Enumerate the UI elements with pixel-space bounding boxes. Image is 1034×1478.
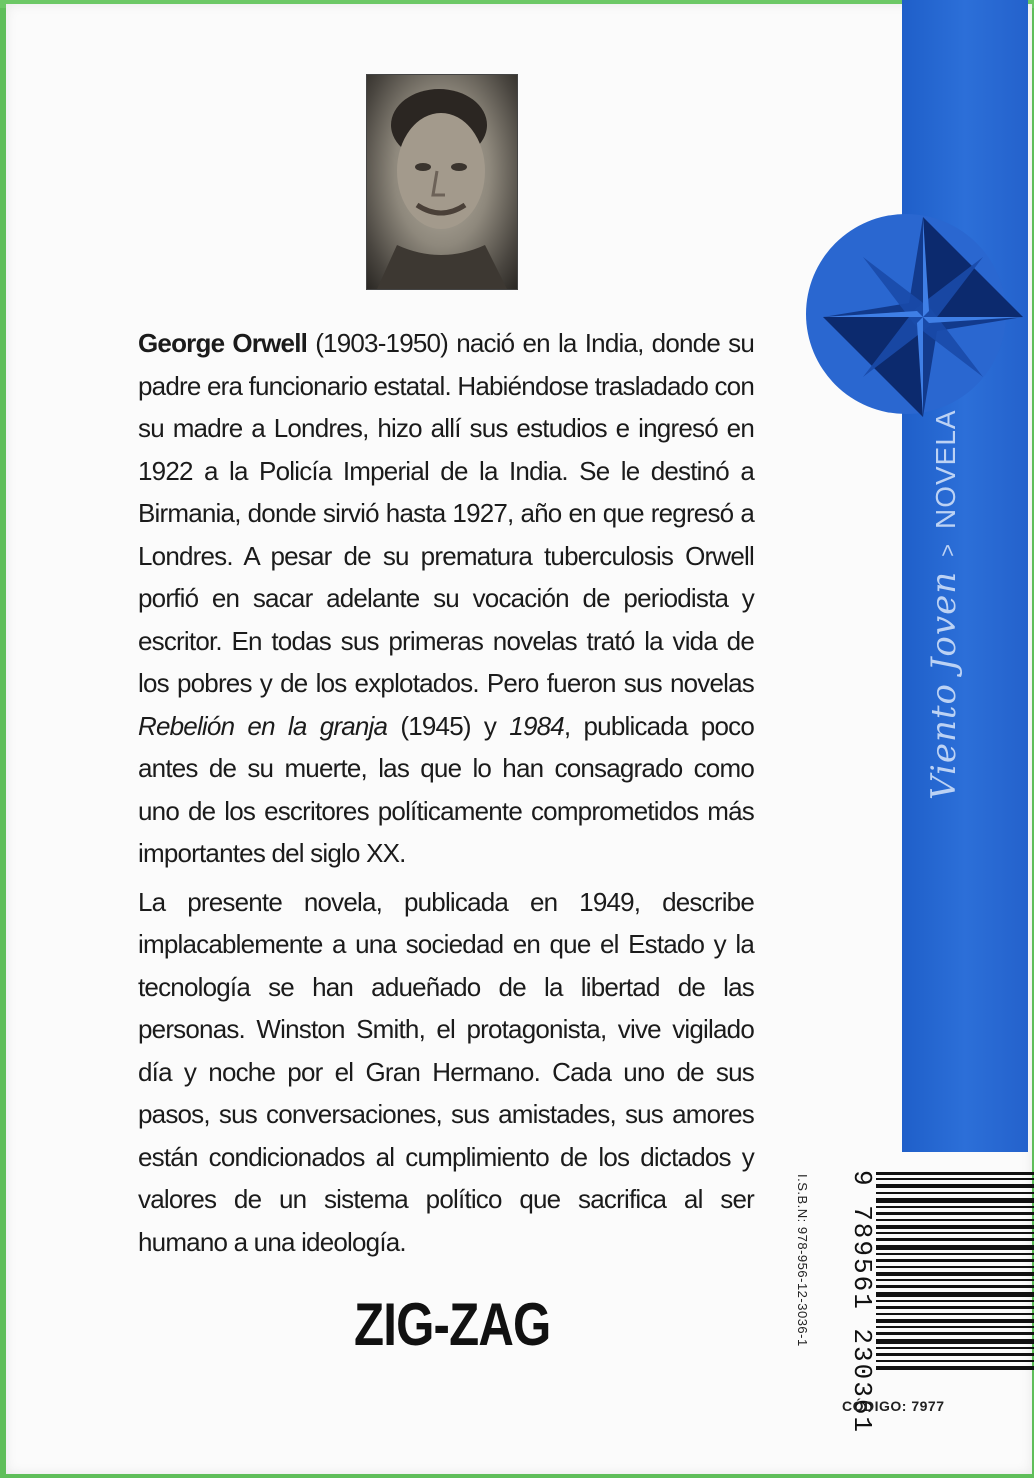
bio-text-1: (1903-1950) nació en la India, donde su padre era funcionario estatal. Habiéndose trasladado con su madre a Londres, hizo allí sus estudios e ingresó en 1922 a la Policía Imperial de la India. Se le destinó a Birmania, donde sirvió hasta 1927, año en que regresó a Londres. A pesar de su prematura tuberculosis Orwell porfió en sacar adelante su vocación de periodista y escritor. En todas sus primeras novelas trató la vida de los pobres y de los explotados. Pero fueron sus novelas	[138, 328, 754, 698]
genre-label: NOVELA	[930, 409, 961, 530]
barcode	[786, 1168, 1034, 1378]
blue-spine-band	[902, 0, 1028, 1152]
bio-paragraph-2: La presente novela, publicada en 1949, describe implacablemente a una sociedad en que el Estado y la tecnología se han adueñado de la libertad de las personas. Winston Smith, el protagonista, vive vigilado día y noche por el Gran Hermano. Cada uno de sus pasos, sus conversaciones, sus amistades, sus amores están condicionados al cumplimiento de los dictados y valores de un sistema político que sacrifica al ser humano a una ideología.	[138, 886, 754, 1257]
product-code: CÓDIGO: 7977	[842, 1398, 945, 1414]
compass-star-icon	[818, 212, 1028, 422]
barcode-digits: 9 789561 230361	[847, 1170, 877, 1435]
series-name: Viento Joven	[924, 570, 964, 800]
series-label	[924, 409, 964, 800]
author-bio	[138, 322, 754, 1269]
book-title-rebelion: Rebelión en la granja	[138, 710, 388, 741]
bio-text-2: (1945) y	[387, 710, 510, 741]
author-name: George Orwell	[138, 328, 308, 358]
book-title-1984: 1984	[509, 710, 564, 741]
author-portrait-image	[367, 75, 517, 289]
publisher-logo: ZIG-ZAG	[354, 1291, 551, 1358]
bio-paragraph-1	[138, 322, 754, 875]
bio-text-3: , publicada poco antes de su muerte, las que lo han consagrado como uno de los escritores políticamente comprometidos más importantes del siglo XX.	[138, 710, 754, 868]
author-photo	[366, 74, 518, 290]
isbn-text: I.S.B.N: 978-956-12-3036-1	[795, 1174, 810, 1347]
series-separator: >	[935, 543, 960, 557]
